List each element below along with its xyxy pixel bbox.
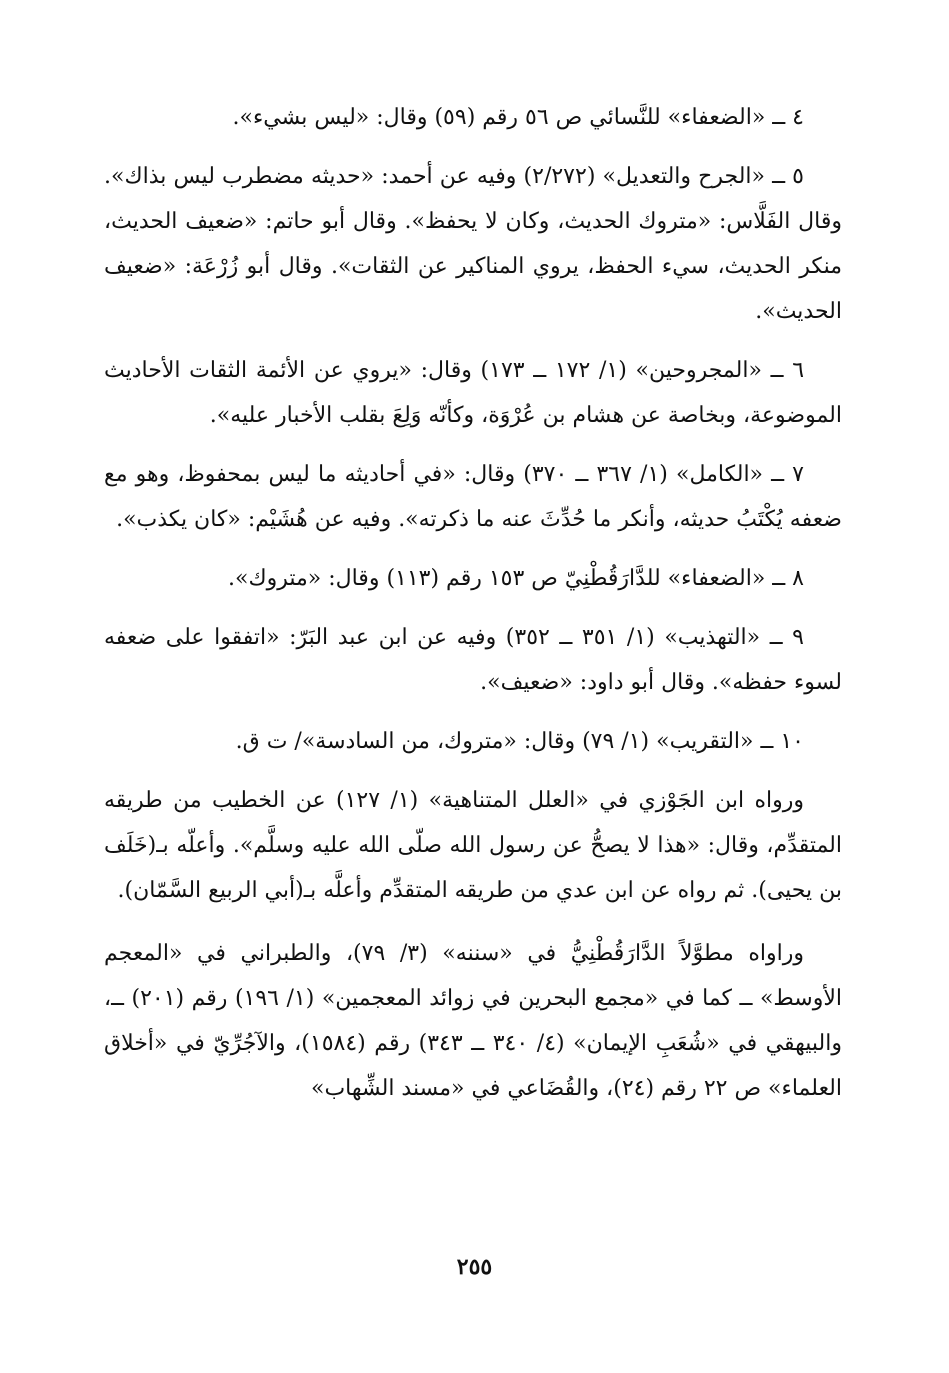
body-paragraph-ibn-jawzi: ورواه ابن الجَوْزي في «العلل المتناهية» (١/ ١٢٧) عن الخطيب من طريقه المتقدِّم، وقال: «هذا لا يصحُّ عن رسول الله صلّى الله عليه وسلَّم». وأعلّه بـ(خَلَف بن يحيى). ثم رواه عن ابن عدي من طريقه المتقدِّم وأعلَّه بـ(أبي الربيع السَّمّان). bbox=[104, 788, 842, 903]
body-paragraph-daraqutni: وراواه مطوَّلاً الدَّارَقُطْنِيُّ في «سننه» (٣/ ٧٩)، والطبراني في «المعجم الأوسط» ــ كما في «مجمع البحرين في زوائد المعجمين» (١/ ١٩٦) رقم (٢٠١) ــ، والبيهقي في «شُعَبِ الإيمان» (٤/ ٣٤٠ ــ ٣٤٣) رقم (١٥٨٤)، والآجُرِّيّ في «أخلاق العلماء» ص ٢٢ رقم (٢٤)، والقُضَاعي في «مسند الشِّهاب» bbox=[104, 941, 843, 1101]
footnote-9: ٩ ــ «التهذيب» (١/ ٣٥١ ــ ٣٥٢) وفيه عن ابن عبد البَرّ: «اتفقوا على ضعفه لسوء حفظه». وقال أبو داود: «ضعيف». bbox=[104, 625, 842, 695]
footnote-4: ٤ ــ «الضعفاء» للنَّسائي ص ٥٦ رقم (٥٩) وقال: «ليس بشيء». bbox=[232, 105, 804, 130]
footnote-5: ٥ ــ «الجرح والتعديل» (٢/٢٧٢) وفيه عن أحمد: «حديثه مضطرب ليس بذاك». وقال الفَلَّاس: «متروك الحديث، وكان لا يحفظ». وقال أبو حاتم: «ضعيف الحديث، منكر الحديث، سيء الحفظ، يروي المناكير عن الثقات». وقال أبو زُرْعَة: «ضعيف الحديث». bbox=[104, 164, 842, 324]
page-number: ٢٥٥ bbox=[456, 1254, 493, 1280]
footnote-6: ٦ ــ «المجروحين» (١/ ١٧٢ ــ ١٧٣) وقال: «يروي عن الأئمة الثقات الأحاديث الموضوعة، وبخاصة عن هشام بن عُرْوَة، وكأنّه وَلِعَ بقلب الأخبار عليه». bbox=[104, 358, 842, 428]
footnote-8: ٨ ــ «الضعفاء» للدَّارَقُطْنِيّ ص ١٥٣ رقم (١١٣) وقال: «متروك». bbox=[227, 566, 804, 591]
footnote-7: ٧ ــ «الكامل» (١/ ٣٦٧ ــ ٣٧٠) وقال: «في أحاديثه ما ليس بمحفوظ، وهو مع ضعفه يُكْتَبُ حديثه، وأنكر ما حُدِّثَ عنه ما ذكرته». وفيه عن هُشَيْم: «كان يكذب». bbox=[104, 462, 842, 532]
footnote-10: ١٠ ــ «التقريب» (١/ ٧٩) وقال: «متروك، من السادسة»/ ت ق. bbox=[235, 729, 804, 754]
page-body bbox=[104, 95, 842, 1125]
